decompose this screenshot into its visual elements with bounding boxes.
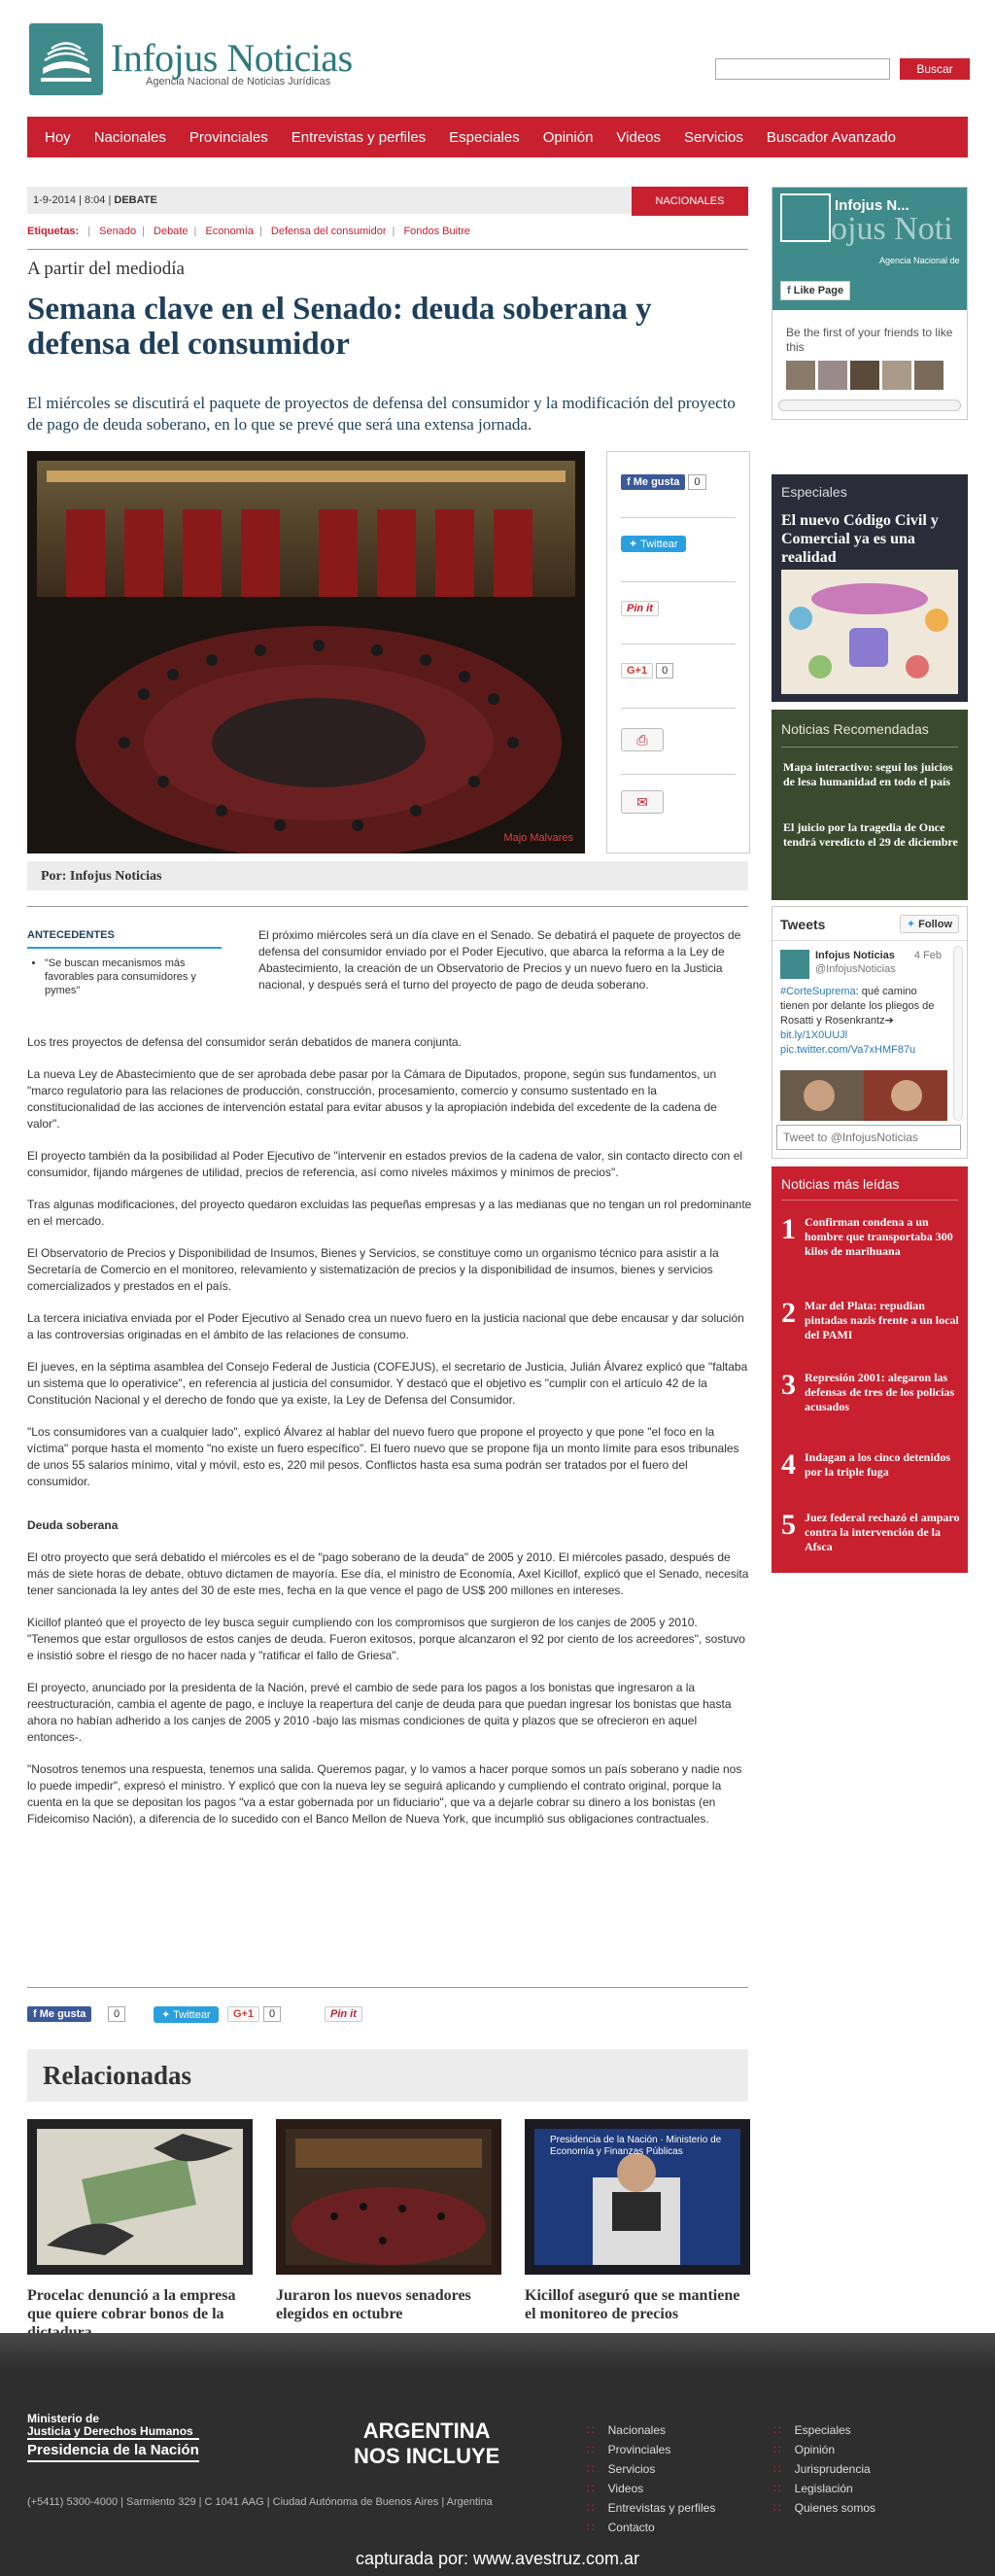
divider — [27, 249, 748, 250]
related-image[interactable] — [27, 2119, 253, 2275]
nav-item-hoy[interactable]: Hoy — [45, 128, 71, 146]
related-item[interactable] — [27, 2119, 253, 2342]
tweet-button[interactable] — [154, 2006, 219, 2023]
article-date-time: 1-9-2014 | 8:04 | — [33, 194, 112, 206]
footer-link[interactable]: ∷ Jurisprudencia — [773, 2459, 875, 2479]
tweet-body: : qué camino tienen por delante los pliegos de Rosatti y Rosenkrantz➔ — [780, 986, 935, 1027]
divider — [27, 906, 748, 907]
share-row-twitter — [621, 536, 736, 582]
most-read-link[interactable]: Juez federal rechazó el amparo contra la intervención de la Afsca — [805, 1511, 960, 1553]
tweet-text — [780, 985, 945, 1058]
tweet-label: Twittear — [173, 2009, 211, 2021]
section-subtitle: Deuda soberana — [27, 1518, 119, 1532]
twitter-widget — [772, 906, 968, 1159]
facebook-like-count: 0 — [688, 474, 705, 490]
footer-link[interactable]: ∷ Videos — [587, 2479, 715, 2498]
avatar[interactable] — [786, 361, 815, 390]
related-title-link[interactable]: Juraron los nuevos senadores elegidos en octubre — [276, 2287, 471, 2322]
especiales-headline[interactable]: El nuevo Código Civil y Comercial ya es una realidad — [781, 512, 939, 566]
nav-item-servicios[interactable]: Servicios — [684, 128, 743, 146]
ministerio-line-2: Justicia y Derechos Humanos — [27, 2424, 193, 2438]
pinterest-button[interactable]: Pin it — [325, 2006, 362, 2022]
share-row-facebook — [621, 473, 736, 518]
rank-number: 2 — [781, 1297, 796, 1329]
recommended-link[interactable]: El juicio por la tragedia de Once tendrá veredicto el 29 de diciembre — [783, 820, 958, 849]
nav-item-entrevistas[interactable]: Entrevistas y perfiles — [291, 128, 427, 146]
most-read-title: Noticias más leídas — [781, 1176, 900, 1192]
footer-link[interactable]: ∷ Opinión — [773, 2440, 875, 2459]
facebook-friend-faces — [786, 361, 944, 390]
divider — [781, 747, 958, 748]
related-title-link[interactable]: Procelac denunció a la empresa que quiere cobrar bonos de la — [27, 2287, 236, 2322]
search-input[interactable] — [715, 58, 890, 80]
tweet-date[interactable]: 4 Feb — [913, 950, 942, 961]
google-plus-count: 0 — [263, 2006, 281, 2022]
rank-number: 4 — [781, 1448, 796, 1480]
facebook-like-label: Me gusta — [633, 476, 680, 488]
article-title: Semana clave en el Senado: deuda soberana y defensa del consumidor — [27, 292, 652, 362]
avatar[interactable] — [780, 950, 809, 979]
site-logo-name[interactable] — [111, 35, 353, 81]
article-body — [27, 1034, 752, 1843]
facebook-like-button[interactable] — [27, 2006, 91, 2022]
facebook-page-name[interactable]: Infojus N... — [835, 197, 909, 214]
paragraph: "Los consumidores van a cualquier lado", explicó Álvarez al hablar del nuevo fuero que propone el proyecto y que pone "el foco en la víctima" porque hasta el momento "no existe un fuero específico". El fuero nuevo que se propone fija un monto límite para esos tribunales de unos 55 salarios mínimo, vital y móvil, esto es, 220 mil pesos. Conflictos hasta esa suma podrán ser tratados por el fuero del consumidor. — [27, 1425, 739, 1488]
paragraph: Tras algunas modificaciones, del proyecto quedaron excluidas las pequeñas empresas y a las medianas que no tengan un rol predominante en el mercado. — [27, 1198, 752, 1228]
nav-item-especiales[interactable]: Especiales — [449, 128, 520, 146]
related-item[interactable] — [276, 2119, 501, 2323]
tag-link[interactable]: Fondos Buitre — [403, 226, 470, 237]
paragraph: El Observatorio de Precios y Disponibilidad de Insumos, Bienes y Servicios, se constituye como un organismo técnico para asistir a la Secretaría de Comercio en el monitoreo, relevamiento y sistematización de precios y la disponibilidad de insumos, bienes y servicios comercializados y prestados en el país. — [27, 1246, 719, 1293]
tag-link[interactable]: Economía — [205, 226, 254, 237]
tweet-link[interactable]: pic.twitter.com/Va7xHMF87u — [780, 1044, 916, 1056]
twitter-bird-icon: ✦ — [629, 539, 638, 550]
related-title: Relacionadas — [27, 2049, 748, 2102]
argentina-logo[interactable] — [354, 2419, 499, 2469]
rank-number: 1 — [781, 1213, 796, 1245]
article-section: DEBATE — [114, 194, 157, 206]
site-header — [27, 19, 972, 107]
recommended-link[interactable]: Mapa interactivo: seguí los juicios de lesa humanidad en todo el país — [783, 760, 953, 788]
recomendadas-title: Noticias Recomendadas — [781, 721, 929, 737]
footer-links-col-1 — [587, 2420, 715, 2537]
antecedentes-box — [27, 929, 222, 997]
nav-item-opinion[interactable]: Opinión — [542, 128, 594, 146]
divider — [772, 940, 967, 941]
share-bar-bottom — [27, 2006, 748, 2030]
share-column — [606, 451, 750, 853]
envelope-icon[interactable]: ✉ — [621, 790, 664, 814]
tags-row: Etiquetas: | Senado | Debate | Economía | Defensa del consumidor | Fondos Buitre — [27, 226, 470, 237]
related-image-caption: Presidencia de la Nación · Ministerio de Economía y Finanzas Públicas — [550, 2135, 722, 2157]
most-read-link[interactable]: Confirman condena a un hombre que transportaba 300 kilos de marihuana — [805, 1215, 953, 1258]
footer-link[interactable]: ∷ Quienes somos — [773, 2498, 875, 2518]
vertical-scrollbar[interactable] — [953, 946, 963, 1121]
horizontal-scrollbar[interactable] — [778, 400, 961, 411]
tag-link[interactable]: Senado — [99, 226, 137, 237]
printer-icon[interactable]: ⎙ — [621, 728, 664, 751]
most-read-link[interactable]: Represión 2001: alegaron las defensas de tres de los policías acusados — [805, 1371, 955, 1413]
ministerio-logo[interactable] — [27, 2413, 193, 2438]
logo-name-noticias: Noticias — [226, 36, 353, 80]
pinterest-button[interactable]: Pin it — [621, 601, 659, 616]
cover-subtitle: Agencia Nacional de — [879, 256, 960, 265]
rank-number: 5 — [781, 1509, 796, 1541]
page-avatar[interactable] — [780, 193, 831, 242]
article-summary: El miércoles se discutirá el paquete de proyectos de defensa del consumidor y la modificación del proyecto de pago de deuda soberano, en lo que se prevé que será una extensa jornada. — [27, 394, 736, 434]
footer-link[interactable]: ∷ Servicios — [587, 2459, 715, 2479]
tweet-user-handle[interactable]: @InfojusNoticias — [815, 963, 896, 975]
twitter-bird-icon: ✦ — [906, 919, 916, 930]
google-plus-button[interactable]: G+1 — [227, 2006, 259, 2022]
most-read-link[interactable]: Mar del Plata: repudian pintadas nazis frente a un local del PAMI — [805, 1299, 959, 1341]
footer-link[interactable]: ∷ Nacionales — [587, 2420, 715, 2440]
footer-links-col-2 — [773, 2420, 875, 2518]
follow-label: Follow — [918, 919, 952, 930]
google-plus-button[interactable]: G+1 — [621, 663, 653, 679]
share-row-print — [621, 728, 736, 775]
photo-credit: Majo Malvares — [503, 832, 573, 844]
article-photo — [27, 451, 585, 853]
article-author: Por: Infojus Noticias — [27, 861, 748, 890]
facebook-like-page-button[interactable] — [780, 281, 850, 300]
facebook-icon: f — [33, 2008, 37, 2020]
paragraph: Kicillof planteó que el proyecto de ley busca seguir cumpliendo con los compromisos que surgieron de los canjes de 2005 y 2010. "Tenemos que estar orgullosos de estos canjes de deuda. Fueron exitosos, porque alcanzaron el 92 por ciento de los acreedores", sostuvo e insistió sobre el riesgo de no hacer nada y "ratificar el fallo de Griesa". — [27, 1616, 745, 1662]
facebook-icon: f — [627, 476, 631, 488]
footer-band — [0, 2333, 995, 2368]
article-kicker: A partir del mediodía — [27, 259, 185, 279]
related-item[interactable] — [525, 2119, 750, 2323]
share-row-googleplus — [621, 662, 736, 709]
share-row-mail — [621, 790, 736, 837]
divider — [781, 1200, 958, 1201]
footer-link[interactable]: ∷ Contacto — [587, 2518, 715, 2537]
cover-logo-text: ojus Noti — [831, 211, 953, 247]
avatar[interactable] — [882, 361, 911, 390]
especiales-title: Especiales — [781, 484, 847, 500]
footer-address: (+5411) 5300-4000 | Sarmiento 329 | C 1041 AAG | Ciudad Autónoma de Buenos Aires | Argentina — [27, 2496, 493, 2508]
google-plus-count: 0 — [656, 663, 673, 679]
avatar[interactable] — [850, 361, 879, 390]
tweet-link[interactable]: bit.ly/1X0UUJl — [780, 1029, 848, 1041]
facebook-like-label: Me gusta — [39, 2008, 86, 2020]
presidencia-logo[interactable]: Presidencia de la Nación — [27, 2438, 199, 2462]
article-meta-bar — [27, 187, 748, 214]
facebook-friends-text: Be the first of your friends to like this — [786, 326, 953, 354]
divider — [27, 1987, 748, 1988]
main-nav — [27, 117, 968, 157]
recomendadas-widget — [772, 710, 968, 900]
logo-subtitle: Agencia Nacional de Noticias Jurídicas — [146, 76, 331, 87]
article-meta — [33, 194, 157, 206]
tweet-label: Twittear — [640, 539, 678, 550]
facebook-cover[interactable] — [772, 188, 967, 310]
footer-link[interactable]: ∷ Especiales — [773, 2420, 875, 2440]
facebook-page-widget — [772, 187, 968, 420]
paragraph: "Nosotros tenemos una respuesta, tenemos una salida. Queremos pagar, y lo vamos a hacer porque somos un país soberano y nadie nos lo puede impedir", expresó el ministro. Y explicó que con la nueva ley se seguirá aplicando y cumpliendo el contrato original, porque la cuenta en la que se depositan los pagos "va a estar gobernada por un fiduciario", que va a dejarle cobrar su dinero a los bonistas (en Fideicomiso Nación), a diferencia de lo sucedido con el Banco Mellon de Nueva York, que incumplió sus obligaciones contractuales. — [27, 1762, 742, 1826]
most-read-widget — [772, 1166, 968, 1573]
hashtag-link[interactable]: #CorteSuprema — [780, 986, 856, 997]
tweet-reply-input[interactable]: Tweet to @InfojusNoticias — [776, 1125, 961, 1150]
avatar[interactable] — [914, 361, 944, 390]
avatar[interactable] — [818, 361, 847, 390]
logo-book-icon[interactable] — [29, 23, 103, 95]
facebook-icon: f — [787, 285, 791, 296]
search-button[interactable]: Buscar — [900, 58, 970, 80]
site-footer — [0, 2333, 995, 2576]
argentina-line-1: ARGENTINA — [362, 2419, 491, 2443]
paragraph: Los tres proyectos de defensa del consumidor serán debatidos de manera conjunta. — [27, 1035, 462, 1049]
especiales-illustration[interactable] — [781, 570, 958, 694]
rank-number: 3 — [781, 1369, 796, 1401]
tag-link[interactable]: Defensa del consumidor — [270, 226, 387, 237]
footer-link[interactable]: ∷ Legislación — [773, 2479, 875, 2498]
antecedentes-link[interactable]: • "Se buscan mecanismos más favorables para consumidores y pymes" — [45, 957, 222, 997]
nav-item-videos[interactable]: Videos — [616, 128, 662, 146]
logo-name-infojus: Infojus — [111, 36, 218, 80]
ministerio-line-1: Ministerio de — [27, 2412, 100, 2425]
article-lede: El próximo miércoles será un día clave en el Senado. Se debatirá el paquete de proyectos de defensa del consumidor enviado por el Poder Ejecutivo, que abarca la reforma a la Ley de Abastecimiento, la creación de un Observatorio de Precios y un nuevo fuero en la Justicia nacional, y después será el turno del proyecto de pago de deuda soberano. — [258, 928, 741, 992]
most-read-link[interactable]: Indagan a los cinco detenidos por la triple fuga — [805, 1450, 951, 1479]
footer-link[interactable]: ∷ Entrevistas y perfiles — [587, 2498, 715, 2518]
tag-link[interactable]: Debate — [154, 226, 189, 237]
twitter-bird-icon: ✦ — [161, 2009, 171, 2021]
tweet-user-name[interactable]: Infojus Noticias — [815, 950, 895, 961]
related-title-link[interactable]: Kicillof aseguró que se mantiene el monitoreo de precios — [525, 2287, 740, 2322]
nav-item-provinciales[interactable]: Provinciales — [189, 128, 268, 146]
tweet-image[interactable] — [780, 1070, 947, 1121]
share-row-pinterest — [621, 600, 736, 644]
facebook-like-count: 0 — [108, 2006, 125, 2022]
antecedentes-title: ANTECEDENTES — [27, 929, 222, 949]
like-page-label: Like Page — [793, 285, 844, 296]
paragraph: El proyecto, anunciado por la presidenta de la Nación, prevé el cambio de sede para los pagos a los bonistas que ingresaron a la reestructuración, cambia el agente de pago, e incluye la reapertura del canje de deuda para que puedan ingresar los bonistas que hasta ahora no habían adherido a los canjes de 2005 y 2010 -bajo las mismas condiciones de quita y plazos que se ofrecieron en aquel entonces-. — [27, 1681, 732, 1744]
nav-item-nacionales[interactable]: Nacionales — [93, 128, 166, 146]
paragraph: El proyecto también da la posibilidad al Poder Ejecutivo de "intervenir en estados previos de la cadena de valor, sin contacto directo con el consumidor, fijando márgenes de utilidad, precios de referencia, así como niveles máximos y mínimos de precios". — [27, 1149, 743, 1179]
paragraph: El otro proyecto que será debatido el miércoles es el de "pago soberano de la deuda" de 2005 y 2010. El miércoles pasado, después de más de siete horas de debate, obtuvo dictamen de mayoría. Ese día, el ministro de Economía, Axel Kicillof, explicó que el Senado, necesita tener sancionada la ley antes del 30 de este mes, fecha en la que vence el pago de US$ 200 millones en intereses. — [27, 1550, 749, 1597]
paragraph: La nueva Ley de Abastecimiento que de ser aprobada debe pasar por la Cámara de Diputados, propone, según sus fundamentos, un "marco regulatorio para las relaciones de producción, construcción, procesamiento, comercio y consumo sustentado en la constitucionalidad de las acciones de intervención estatal para evitar abusos y la apropiación indebida del excedente de la cadena de valor". — [27, 1067, 717, 1131]
follow-button[interactable] — [900, 915, 959, 933]
paragraph: El jueves, en la séptima asamblea del Consejo Federal de Justicia (COFEJUS), el secretario de Justicia, Julián Álvarez explicó que "faltaba un sistema que lo operativice", en referencia al justicia del consumidor. Y destacó que el objetivo es "cumplir con el artículo 42 de la Constitución Nacional y el derecho de fondo que ya existe, la Ley de Defensa del Consumidor. — [27, 1360, 748, 1407]
argentina-line-2: NOS INCLUYE — [354, 2444, 500, 2468]
paragraph: La tercera iniciativa enviada por el Poder Ejecutivo al Senado crea un nuevo fuero en la justicia nacional que debe encausar y dar solución a las controversias originadas en el ámbito de las relaciones de consumo. — [27, 1311, 744, 1341]
facebook-like-button[interactable] — [621, 474, 685, 490]
related-image[interactable] — [525, 2119, 750, 2275]
especiales-widget — [772, 474, 968, 702]
tags-label: Etiquetas: — [27, 226, 80, 237]
nav-item-buscador[interactable]: Buscador Avanzado — [766, 128, 897, 146]
category-badge[interactable]: NACIONALES — [632, 187, 748, 216]
capture-caption: capturada por: www.avestruz.com.ar — [355, 2549, 640, 2568]
tweet-button[interactable] — [621, 536, 686, 552]
footer-link[interactable]: ∷ Provinciales — [587, 2440, 715, 2459]
related-image[interactable] — [276, 2119, 501, 2275]
tweets-title: Tweets — [780, 917, 826, 932]
